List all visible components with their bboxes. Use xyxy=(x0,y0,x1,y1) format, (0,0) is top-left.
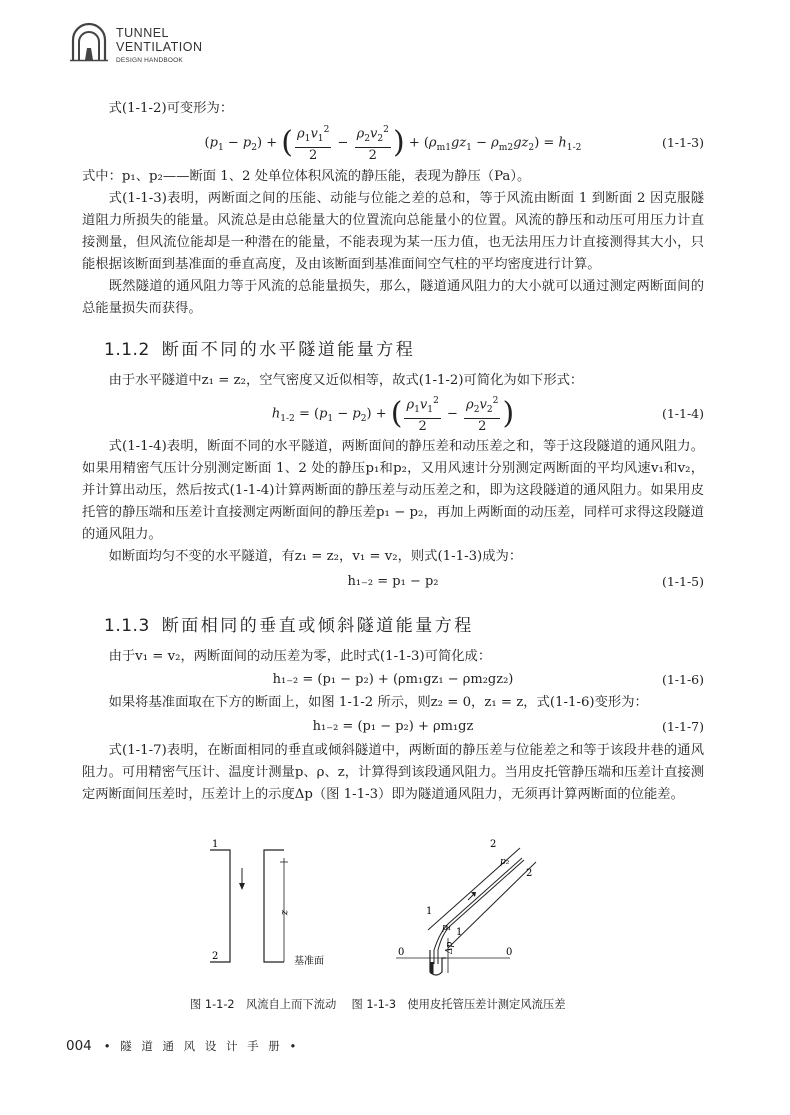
fig-label-p1: p₁ xyxy=(442,923,452,933)
page-body xyxy=(82,98,704,806)
paragraph: 式(1-1-7)表明，在断面相同的垂直或倾斜隧道中，两断面的静压差与位能差之和等于该段井巷的通风阻力。可用精密气压计、温度计测量p、ρ、z，计算得到该段通风阻力。当用皮托管静压端和压差计直接测定两断面间压差时，压差计上的示度Δp（图 1-1-3）即为隧道通风阻力，无须再计算两断面的位能差。 xyxy=(82,743,704,802)
equation-1-1-5 xyxy=(82,568,704,596)
equation-formula: h₁₋₂ = (p₁ − p₂) + (ρm₁gz₁ − ρm₂gz₂) xyxy=(272,672,514,687)
paragraph: 式(1-1-4)表明，断面不同的水平隧道，两断面间的静压差和动压差之和，等于这段隧道的通风阻力。如果用精密气压计分别测定断面 1、2 处的静压p₁和p₂，又用风速计分别测定两断面的平均风速v₁和v₂，并计算出动压，然后按式(1-1-4)计算两断面的静压差与动压差之和，即为这段隧道的通风阻力。如果用皮托管的静压端和压差计直接测定两断面间的静压差p₁ − p₂，再加上两断面的动压差，同样可求得这段隧道的通风阻力。 xyxy=(82,439,704,542)
brand-line-3: DESIGN HANDBOOK xyxy=(116,57,183,64)
section-heading-1-1-2 xyxy=(104,338,704,362)
figure-1-1-3-pitot-tube xyxy=(396,839,536,975)
paragraph: 式(1-1-2)可变形为： xyxy=(108,101,234,116)
tunnel-logo-icon xyxy=(70,20,108,62)
fig-label-0b: 0 xyxy=(506,947,513,958)
equation-formula: $h_{1-2} = (p_1 - p_2)$ + ( $\frac{\rho_1v_1^2}{2}$ − $\frac{\rho_2v_2^2}{2}$ ) xyxy=(272,393,514,435)
equation-formula: h₁₋₂ = (p₁ − p₂) + ρm₁gz xyxy=(312,719,474,734)
section-number: 1.1.3 xyxy=(104,616,150,636)
fig-label-datum: 基准面 xyxy=(294,956,324,967)
paragraph: 如果将基准面取在下方的断面上，如图 1-1-2 所示，则z₂ = 0，z₁ = z，式(1-1-6)变形为： xyxy=(108,695,648,710)
flow-arrow-down-icon xyxy=(239,883,245,890)
equation-number: (1-1-6) xyxy=(661,672,704,687)
brand-line-1: TUNNEL xyxy=(116,26,170,40)
fig-label-1: 1 xyxy=(212,839,219,850)
figure-captions xyxy=(190,996,566,1012)
running-header xyxy=(70,20,270,68)
equation-formula: h₁₋₂ = p₁ − p₂ xyxy=(347,574,439,589)
equation-1-1-4 xyxy=(82,392,704,436)
paragraph: 由于水平隧道中z₁ = z₂，空气密度又近似相等，故式(1-1-2)可简化为如下形式： xyxy=(108,373,584,388)
paragraph: 由于v₁ = v₂，两断面间的动压差为零，此时式(1-1-3)可简化成： xyxy=(108,649,492,664)
equation-number: (1-1-4) xyxy=(661,406,704,421)
page-number: 004 xyxy=(66,1038,92,1054)
fig-label-2: 2 xyxy=(212,951,219,962)
equation-formula: $(p_1 - p_2)$ + ( $\frac{\rho_1v_1^2}{2}$ − $\frac{\rho_2v_2^2}{2}$ ) + $(\rho_{m1}gz_1 - \rho_{m2}gz_2) = h_{1-2}$ xyxy=(205,122,582,164)
equation-number: (1-1-5) xyxy=(661,574,704,589)
section-title: 断面相同的垂直或倾斜隧道能量方程 xyxy=(161,616,474,636)
fig-label-1-top: 1 xyxy=(426,906,433,917)
equation-1-1-7 xyxy=(82,714,704,740)
book-title: • 隧 道 通 风 设 计 手 册 • xyxy=(103,1039,300,1053)
equation-1-1-3 xyxy=(82,120,704,166)
equation-number: (1-1-7) xyxy=(661,719,704,734)
fig-label-2-bottom: 2 xyxy=(526,868,533,879)
figure-1-1-2-vertical-flow xyxy=(210,839,324,967)
fig-label-dp: Δp xyxy=(445,941,455,954)
section-title: 断面不同的水平隧道能量方程 xyxy=(161,340,416,360)
variable-definition: 式中：p₁、p₂——断面 1、2 处单位体积风流的静压能，表现为静压（Pa）。 xyxy=(82,169,531,184)
fig-label-z: z xyxy=(279,910,290,916)
fig-label-0a: 0 xyxy=(398,947,405,958)
caption-fig-1-1-3: 图 1-1-3 使用皮托管压差计测定风流压差 xyxy=(351,998,566,1011)
fig-label-2-top: 2 xyxy=(490,839,497,850)
figures xyxy=(190,838,630,988)
paragraph: 既然隧道的通风阻力等于风流的总能量损失，那么，隧道通风阻力的大小就可以通过测定两断面间的总能量损失而获得。 xyxy=(82,279,704,316)
fig-label-1-bottom: 1 xyxy=(456,927,463,938)
page-footer xyxy=(66,1038,299,1054)
fig-label-p2: p₂ xyxy=(500,857,510,867)
equation-number: (1-1-3) xyxy=(661,135,704,150)
section-number: 1.1.2 xyxy=(104,340,150,360)
paragraph: 如断面均匀不变的水平隧道，有z₁ = z₂，v₁ = v₂，则式(1-1-3)成为： xyxy=(108,549,523,564)
brand-line-2: VENTILATION xyxy=(116,40,203,54)
equation-1-1-6 xyxy=(82,668,704,692)
paragraph: 式(1-1-3)表明，两断面之间的压能、动能与位能之差的总和，等于风流由断面 1 到断面 2 因克服隧道阻力所损失的能量。风流总是由总能量大的位置流向总能量小的位置。风流的静压和动压可用压力计直接测量，但风流位能却是一种潜在的能量，不能表现为某一压力值，也无法用压力计直接测得其大小，只能根据该断面到基准面的垂直高度，及由该断面到基准面间空气柱的平均密度进行计算。 xyxy=(82,191,704,272)
caption-fig-1-1-2: 图 1-1-2 风流自上而下流动 xyxy=(190,998,337,1011)
section-heading-1-1-3 xyxy=(104,614,704,638)
